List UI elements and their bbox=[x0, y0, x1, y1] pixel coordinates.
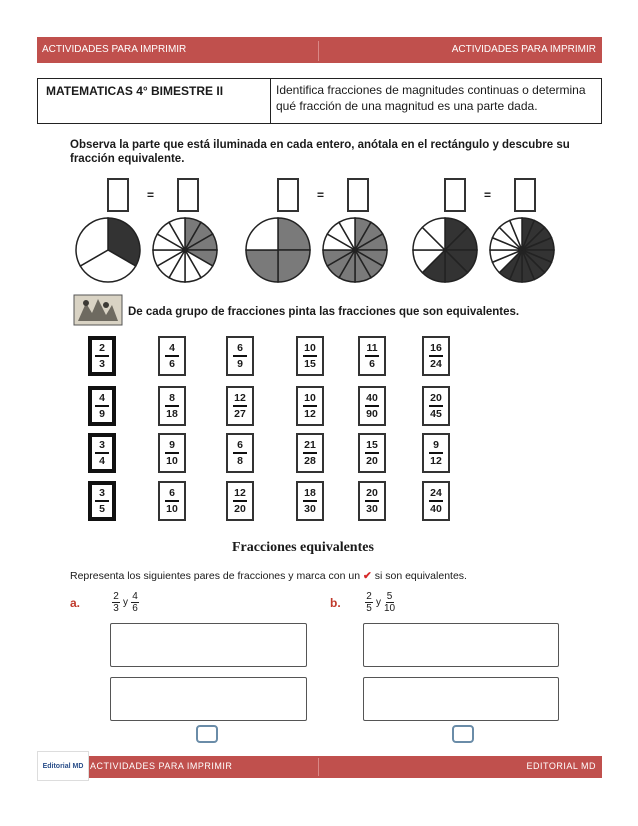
fraction-denominator: 10 bbox=[166, 454, 178, 467]
fraction-denominator: 40 bbox=[430, 502, 442, 515]
fraction-denominator: 20 bbox=[234, 502, 246, 515]
fraction-denominator: 18 bbox=[166, 407, 178, 420]
item-b-fractions bbox=[365, 591, 395, 614]
fraction-numerator: 21 bbox=[304, 439, 316, 452]
fraction-card[interactable] bbox=[422, 481, 450, 521]
pie-right-2 bbox=[320, 215, 390, 290]
fraction-denominator: 45 bbox=[430, 407, 442, 420]
fraction-b1 bbox=[365, 591, 373, 614]
fraction-numerator: 6 bbox=[237, 342, 243, 355]
pie-right-1 bbox=[150, 215, 220, 290]
pie-right-svg-2 bbox=[320, 215, 390, 285]
section3-title: Fracciones equivalentes bbox=[232, 540, 374, 555]
fraction-numerator: 11 bbox=[366, 342, 378, 355]
section3-instruction: Representa los siguientes pares de fracciones y marca con un ✔ si son equivalentes. bbox=[70, 570, 467, 582]
pie-left-svg-2 bbox=[243, 215, 313, 285]
fraction-card[interactable] bbox=[158, 481, 186, 521]
fraction-bar bbox=[429, 452, 443, 454]
fraction-denominator: 20 bbox=[366, 454, 378, 467]
fraction-numerator: 3 bbox=[99, 487, 105, 500]
fraction-card[interactable] bbox=[296, 433, 324, 473]
fraction-numerator: 10 bbox=[304, 342, 316, 355]
fraction-bar bbox=[303, 355, 317, 357]
fraction-denominator: 5 bbox=[99, 502, 105, 515]
fraction-numerator: 12 bbox=[234, 392, 246, 405]
reading-illustration bbox=[72, 293, 124, 327]
fraction-card[interactable] bbox=[422, 336, 450, 376]
reference-fraction[interactable] bbox=[88, 386, 116, 426]
fraction-denominator: 90 bbox=[366, 407, 378, 420]
editorial-logo bbox=[37, 751, 89, 781]
answer-box-2-left[interactable] bbox=[277, 178, 299, 212]
footer-right-text: EDITORIAL MD bbox=[526, 761, 596, 771]
fraction-denominator: 6 bbox=[369, 357, 375, 370]
fraction-numerator: 20 bbox=[366, 487, 378, 500]
fraction-numerator: 2 bbox=[99, 342, 105, 355]
fraction-numerator: 24 bbox=[430, 487, 442, 500]
pie-left-2 bbox=[243, 215, 313, 290]
reference-fraction[interactable] bbox=[88, 481, 116, 521]
fraction-numerator: 4 bbox=[169, 342, 175, 355]
fraction-denominator: 3 bbox=[99, 357, 105, 370]
fraction-bar bbox=[165, 355, 179, 357]
equals-sign-1: = bbox=[147, 188, 155, 202]
footer-left-text: ACTIVIDADES PARA IMPRIMIR bbox=[90, 761, 233, 771]
answer-box-b-top[interactable] bbox=[363, 623, 559, 667]
section2-instruction: De cada grupo de fracciones pinta las fracciones que son equivalentes. bbox=[128, 306, 520, 318]
fraction-denominator: 12 bbox=[430, 454, 442, 467]
fraction-numerator: 10 bbox=[304, 392, 316, 405]
fraction-a2 bbox=[131, 591, 139, 614]
answer-box-a-top[interactable] bbox=[110, 623, 307, 667]
fraction-bar bbox=[233, 500, 247, 502]
fraction-denominator: 24 bbox=[430, 357, 442, 370]
equals-sign-2: = bbox=[317, 188, 325, 202]
fraction-bar bbox=[429, 405, 443, 407]
fraction-card[interactable] bbox=[158, 336, 186, 376]
fraction-card[interactable] bbox=[226, 433, 254, 473]
fraction-numerator: 8 bbox=[169, 392, 175, 405]
fraction-b2 bbox=[384, 591, 395, 614]
reference-fraction[interactable] bbox=[88, 433, 116, 473]
answer-box-1-left[interactable] bbox=[107, 178, 129, 212]
fraction-card[interactable] bbox=[358, 433, 386, 473]
fraction-numerator: 20 bbox=[430, 392, 442, 405]
fraction-card[interactable] bbox=[358, 386, 386, 426]
fraction-b2-num: 5 bbox=[386, 591, 393, 602]
fraction-card[interactable] bbox=[158, 386, 186, 426]
answer-box-1-right[interactable] bbox=[177, 178, 199, 212]
answer-box-a-bottom[interactable] bbox=[110, 677, 307, 721]
topic-title: MATEMATICAS 4° BIMESTRE II bbox=[38, 79, 271, 123]
equals-sign-3: = bbox=[484, 188, 492, 202]
fraction-card[interactable] bbox=[358, 336, 386, 376]
fraction-denominator: 9 bbox=[237, 357, 243, 370]
fraction-bar bbox=[95, 355, 109, 357]
fraction-card[interactable] bbox=[358, 481, 386, 521]
fraction-bar bbox=[303, 405, 317, 407]
fraction-a2-den: 6 bbox=[132, 603, 138, 614]
reference-fraction[interactable] bbox=[88, 336, 116, 376]
fraction-bar bbox=[95, 452, 109, 454]
fraction-card[interactable] bbox=[422, 433, 450, 473]
fraction-card[interactable] bbox=[296, 386, 324, 426]
fraction-card[interactable] bbox=[296, 336, 324, 376]
fraction-bar bbox=[429, 355, 443, 357]
fraction-card[interactable] bbox=[226, 386, 254, 426]
fraction-numerator: 9 bbox=[433, 439, 439, 452]
fraction-numerator: 3 bbox=[99, 439, 105, 452]
answer-box-2-right[interactable] bbox=[347, 178, 369, 212]
fraction-b1-num: 2 bbox=[366, 591, 372, 602]
fraction-b1-den: 5 bbox=[366, 603, 372, 614]
checkmark-icon: ✔ bbox=[363, 570, 372, 582]
fraction-denominator: 30 bbox=[366, 502, 378, 515]
pie-left-3 bbox=[410, 215, 480, 290]
fraction-denominator: 15 bbox=[304, 357, 316, 370]
joiner-b: y bbox=[376, 597, 381, 608]
fraction-a2-num: 4 bbox=[132, 591, 138, 602]
fraction-bar bbox=[233, 405, 247, 407]
fraction-denominator: 9 bbox=[99, 407, 105, 420]
fraction-numerator: 9 bbox=[169, 439, 175, 452]
fraction-denominator: 8 bbox=[237, 454, 243, 467]
fraction-denominator: 28 bbox=[304, 454, 316, 467]
footer-divider bbox=[318, 758, 319, 776]
pie-right-3 bbox=[487, 215, 557, 290]
fraction-bar bbox=[303, 500, 317, 502]
topic-table bbox=[37, 78, 602, 124]
pie-left-svg-1 bbox=[73, 215, 143, 285]
fraction-card[interactable] bbox=[226, 481, 254, 521]
answer-box-3-right[interactable] bbox=[514, 178, 536, 212]
fraction-bar bbox=[303, 452, 317, 454]
fraction-bar bbox=[233, 452, 247, 454]
fraction-numerator: 6 bbox=[237, 439, 243, 452]
section1-instruction: Observa la parte que está iluminada en cada entero, anótala en el rectángulo y descubre su fracción equivalente. bbox=[70, 139, 570, 165]
pie-right-svg-1 bbox=[150, 215, 220, 285]
logo-text: Editorial MD bbox=[42, 762, 84, 770]
item-b-label: b. bbox=[330, 596, 341, 610]
fraction-card[interactable] bbox=[422, 386, 450, 426]
pie-right-svg-3 bbox=[487, 215, 557, 285]
fraction-a1 bbox=[112, 591, 120, 614]
fraction-denominator: 27 bbox=[234, 407, 246, 420]
answer-box-b-bottom[interactable] bbox=[363, 677, 559, 721]
fraction-bar bbox=[429, 500, 443, 502]
fraction-bar bbox=[365, 405, 379, 407]
header-left-text: ACTIVIDADES PARA IMPRIMIR bbox=[42, 44, 187, 55]
fraction-numerator: 6 bbox=[169, 487, 175, 500]
fraction-denominator: 6 bbox=[169, 357, 175, 370]
fraction-b2-den: 10 bbox=[384, 603, 396, 614]
item-a-fractions bbox=[112, 591, 139, 614]
answer-box-3-left[interactable] bbox=[444, 178, 466, 212]
fraction-denominator: 10 bbox=[166, 502, 178, 515]
fraction-card[interactable] bbox=[296, 481, 324, 521]
fraction-numerator: 16 bbox=[430, 342, 442, 355]
fraction-denominator: 30 bbox=[304, 502, 316, 515]
fraction-denominator: 12 bbox=[304, 407, 316, 420]
joiner-a: y bbox=[123, 597, 128, 608]
fraction-bar bbox=[365, 452, 379, 454]
fraction-card[interactable] bbox=[226, 336, 254, 376]
fraction-numerator: 4 bbox=[99, 392, 105, 405]
pie-left-1 bbox=[73, 215, 143, 290]
topic-description: Identifica fracciones de magnitudes continuas o determina qué fracción de una magnitud es una parte dada. bbox=[276, 83, 586, 113]
pie-left-svg-3 bbox=[410, 215, 480, 285]
fraction-a1-den: 3 bbox=[113, 603, 119, 614]
fraction-numerator: 18 bbox=[304, 487, 316, 500]
fraction-bar bbox=[95, 500, 109, 502]
check-box-a[interactable] bbox=[196, 725, 218, 743]
item-a-label: a. bbox=[70, 596, 81, 610]
fraction-bar bbox=[365, 500, 379, 502]
fraction-a1-num: 2 bbox=[113, 591, 119, 602]
header-right-text: ACTIVIDADES PARA IMPRIMIR bbox=[451, 44, 596, 55]
fraction-numerator: 15 bbox=[366, 439, 378, 452]
fraction-denominator: 4 bbox=[99, 454, 105, 467]
header-divider bbox=[318, 41, 319, 61]
fraction-bar bbox=[365, 355, 379, 357]
fraction-numerator: 40 bbox=[366, 392, 378, 405]
check-box-b[interactable] bbox=[452, 725, 474, 743]
fraction-bar bbox=[165, 405, 179, 407]
fraction-card[interactable] bbox=[158, 433, 186, 473]
fraction-bar bbox=[233, 355, 247, 357]
fraction-bar bbox=[95, 405, 109, 407]
fraction-bar bbox=[165, 500, 179, 502]
fraction-numerator: 12 bbox=[234, 487, 246, 500]
fraction-bar bbox=[165, 452, 179, 454]
